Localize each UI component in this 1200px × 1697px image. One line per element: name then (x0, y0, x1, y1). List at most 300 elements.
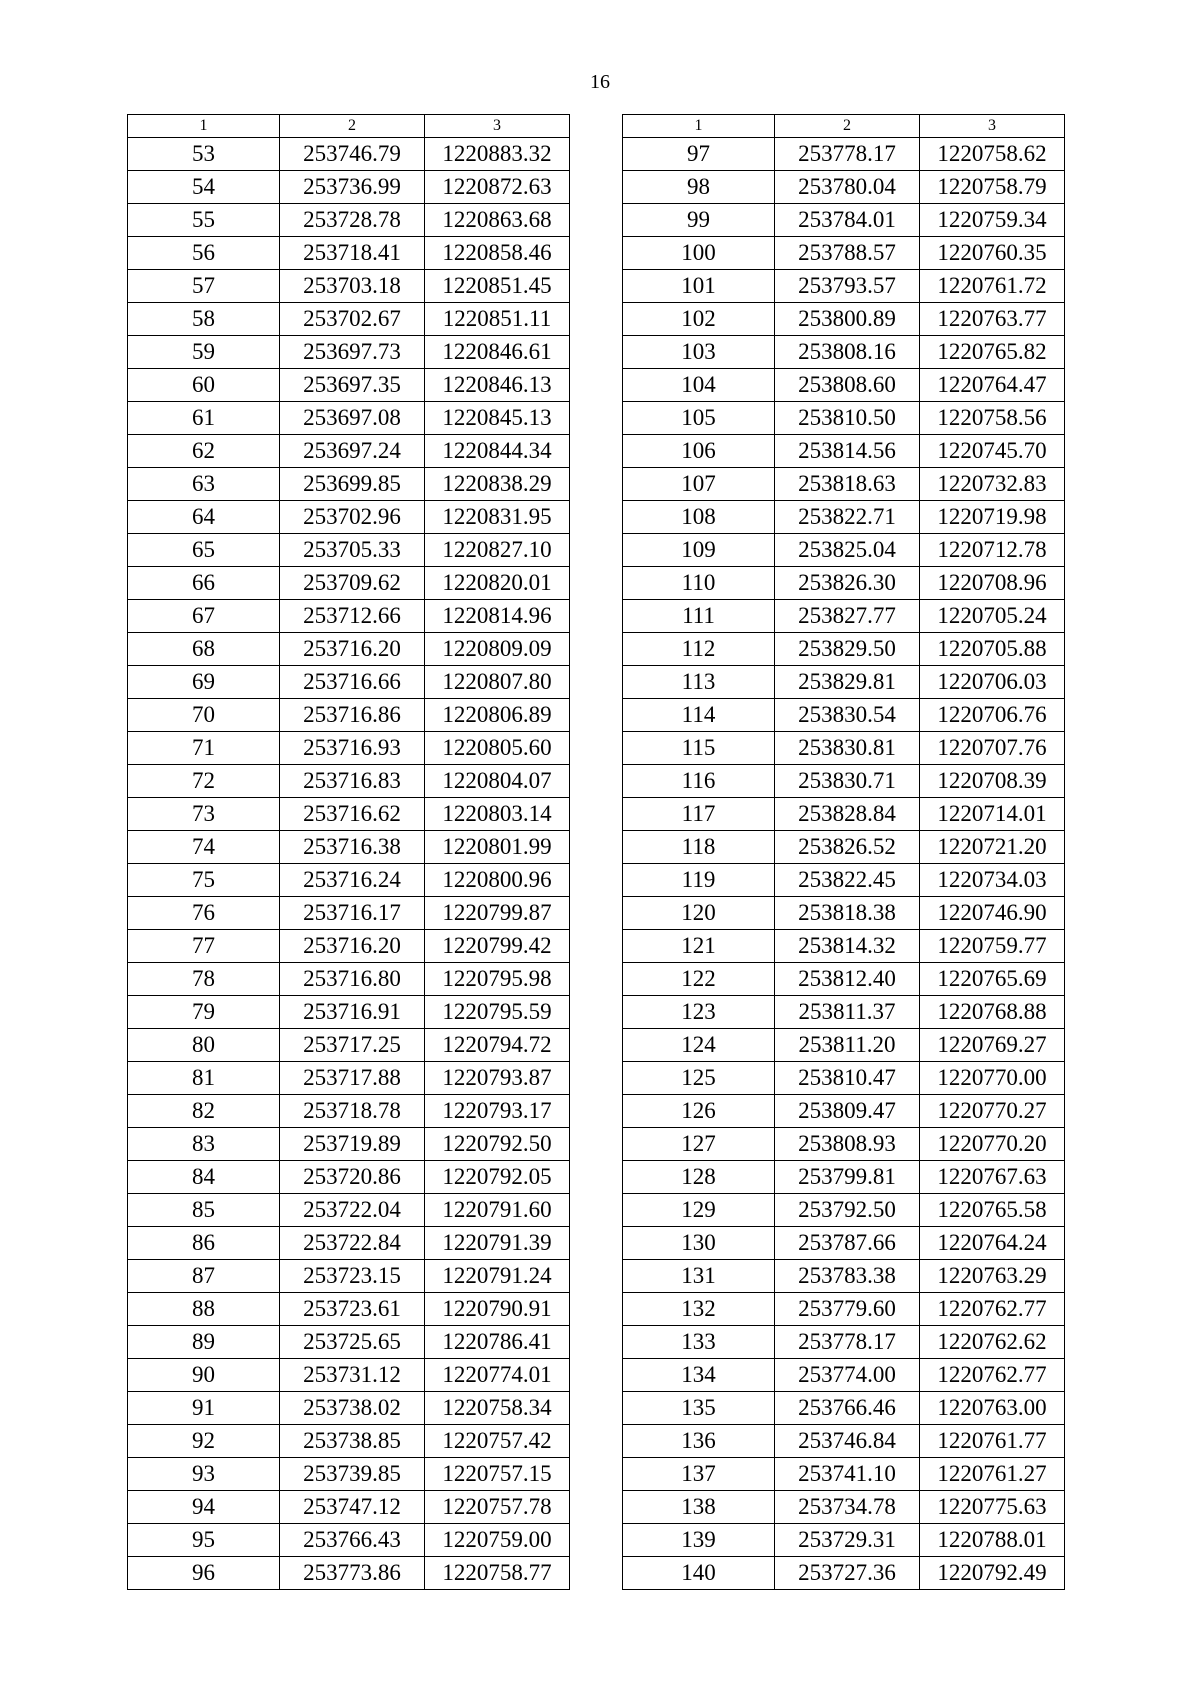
cell-point-number: 63 (128, 468, 280, 501)
cell-y-coordinate: 1220757.78 (425, 1491, 570, 1524)
cell-point-number: 98 (623, 171, 775, 204)
table-row (623, 369, 1065, 402)
cell-x-coordinate: 253716.93 (280, 732, 425, 765)
cell-x-coordinate: 253702.67 (280, 303, 425, 336)
cell-y-coordinate: 1220758.34 (425, 1392, 570, 1425)
cell-x-coordinate: 253830.81 (775, 732, 920, 765)
table-row (128, 963, 570, 996)
cell-point-number: 84 (128, 1161, 280, 1194)
cell-point-number: 74 (128, 831, 280, 864)
table-row (128, 1128, 570, 1161)
cell-y-coordinate: 1220770.20 (920, 1128, 1065, 1161)
cell-point-number: 116 (623, 765, 775, 798)
cell-x-coordinate: 253723.15 (280, 1260, 425, 1293)
cell-point-number: 102 (623, 303, 775, 336)
cell-x-coordinate: 253705.33 (280, 534, 425, 567)
table-row (623, 468, 1065, 501)
table-row (128, 765, 570, 798)
cell-point-number: 131 (623, 1260, 775, 1293)
cell-x-coordinate: 253809.47 (775, 1095, 920, 1128)
cell-point-number: 115 (623, 732, 775, 765)
cell-x-coordinate: 253766.43 (280, 1524, 425, 1557)
cell-point-number: 91 (128, 1392, 280, 1425)
table-row (128, 996, 570, 1029)
table-row (128, 1029, 570, 1062)
table-row (128, 1194, 570, 1227)
cell-point-number: 99 (623, 204, 775, 237)
cell-y-coordinate: 1220851.11 (425, 303, 570, 336)
cell-point-number: 132 (623, 1293, 775, 1326)
cell-x-coordinate: 253716.83 (280, 765, 425, 798)
cell-y-coordinate: 1220767.63 (920, 1161, 1065, 1194)
cell-x-coordinate: 253784.01 (775, 204, 920, 237)
cell-y-coordinate: 1220757.42 (425, 1425, 570, 1458)
table-row (623, 237, 1065, 270)
cell-y-coordinate: 1220795.98 (425, 963, 570, 996)
table-row (128, 864, 570, 897)
table-header-row (128, 115, 570, 138)
table-row (623, 303, 1065, 336)
table-row (128, 303, 570, 336)
table-row (623, 567, 1065, 600)
cell-x-coordinate: 253725.65 (280, 1326, 425, 1359)
cell-x-coordinate: 253830.54 (775, 699, 920, 732)
cell-x-coordinate: 253826.30 (775, 567, 920, 600)
cell-y-coordinate: 1220795.59 (425, 996, 570, 1029)
cell-point-number: 128 (623, 1161, 775, 1194)
table-row (623, 633, 1065, 666)
cell-y-coordinate: 1220759.00 (425, 1524, 570, 1557)
cell-y-coordinate: 1220790.91 (425, 1293, 570, 1326)
table-row (128, 402, 570, 435)
cell-point-number: 123 (623, 996, 775, 1029)
cell-x-coordinate: 253827.77 (775, 600, 920, 633)
table-row (623, 1161, 1065, 1194)
cell-y-coordinate: 1220799.87 (425, 897, 570, 930)
cell-y-coordinate: 1220732.83 (920, 468, 1065, 501)
cell-point-number: 107 (623, 468, 775, 501)
cell-x-coordinate: 253811.37 (775, 996, 920, 1029)
table-row (128, 369, 570, 402)
cell-x-coordinate: 253702.96 (280, 501, 425, 534)
coordinates-table-left (127, 114, 570, 1590)
table-row (623, 831, 1065, 864)
cell-point-number: 117 (623, 798, 775, 831)
table-header-row (623, 115, 1065, 138)
cell-x-coordinate: 253788.57 (775, 237, 920, 270)
cell-x-coordinate: 253814.56 (775, 435, 920, 468)
cell-y-coordinate: 1220806.89 (425, 699, 570, 732)
table-row (623, 1392, 1065, 1425)
cell-point-number: 134 (623, 1359, 775, 1392)
cell-point-number: 70 (128, 699, 280, 732)
cell-x-coordinate: 253818.63 (775, 468, 920, 501)
cell-y-coordinate: 1220770.27 (920, 1095, 1065, 1128)
cell-point-number: 68 (128, 633, 280, 666)
cell-point-number: 83 (128, 1128, 280, 1161)
cell-x-coordinate: 253712.66 (280, 600, 425, 633)
cell-point-number: 67 (128, 600, 280, 633)
cell-point-number: 65 (128, 534, 280, 567)
cell-y-coordinate: 1220814.96 (425, 600, 570, 633)
cell-x-coordinate: 253716.86 (280, 699, 425, 732)
page-number: 16 (590, 71, 610, 93)
cell-y-coordinate: 1220804.07 (425, 765, 570, 798)
cell-x-coordinate: 253723.61 (280, 1293, 425, 1326)
cell-point-number: 119 (623, 864, 775, 897)
cell-y-coordinate: 1220820.01 (425, 567, 570, 600)
cell-x-coordinate: 253792.50 (775, 1194, 920, 1227)
table-row (128, 732, 570, 765)
cell-y-coordinate: 1220846.13 (425, 369, 570, 402)
cell-y-coordinate: 1220803.14 (425, 798, 570, 831)
cell-y-coordinate: 1220765.69 (920, 963, 1065, 996)
cell-y-coordinate: 1220793.17 (425, 1095, 570, 1128)
cell-point-number: 106 (623, 435, 775, 468)
cell-point-number: 53 (128, 138, 280, 171)
cell-point-number: 103 (623, 336, 775, 369)
table-row (128, 171, 570, 204)
cell-y-coordinate: 1220721.20 (920, 831, 1065, 864)
cell-y-coordinate: 1220759.77 (920, 930, 1065, 963)
cell-point-number: 97 (623, 138, 775, 171)
cell-y-coordinate: 1220734.03 (920, 864, 1065, 897)
cell-point-number: 122 (623, 963, 775, 996)
cell-point-number: 130 (623, 1227, 775, 1260)
cell-point-number: 80 (128, 1029, 280, 1062)
cell-y-coordinate: 1220807.80 (425, 666, 570, 699)
table-row (623, 1062, 1065, 1095)
cell-x-coordinate: 253810.50 (775, 402, 920, 435)
cell-x-coordinate: 253738.02 (280, 1392, 425, 1425)
cell-x-coordinate: 253826.52 (775, 831, 920, 864)
cell-x-coordinate: 253716.24 (280, 864, 425, 897)
cell-point-number: 125 (623, 1062, 775, 1095)
table-row (128, 1392, 570, 1425)
cell-x-coordinate: 253697.24 (280, 435, 425, 468)
cell-y-coordinate: 1220762.62 (920, 1326, 1065, 1359)
cell-point-number: 66 (128, 567, 280, 600)
table-row (623, 765, 1065, 798)
cell-y-coordinate: 1220786.41 (425, 1326, 570, 1359)
table-row (623, 1227, 1065, 1260)
cell-x-coordinate: 253774.00 (775, 1359, 920, 1392)
table-row (623, 1557, 1065, 1590)
cell-y-coordinate: 1220788.01 (920, 1524, 1065, 1557)
table-row (128, 1260, 570, 1293)
cell-y-coordinate: 1220714.01 (920, 798, 1065, 831)
table-row (623, 336, 1065, 369)
cell-x-coordinate: 253783.38 (775, 1260, 920, 1293)
table-row (623, 600, 1065, 633)
cell-x-coordinate: 253814.32 (775, 930, 920, 963)
cell-y-coordinate: 1220763.77 (920, 303, 1065, 336)
cell-x-coordinate: 253697.08 (280, 402, 425, 435)
cell-y-coordinate: 1220846.61 (425, 336, 570, 369)
cell-point-number: 73 (128, 798, 280, 831)
cell-x-coordinate: 253829.50 (775, 633, 920, 666)
cell-x-coordinate: 253709.62 (280, 567, 425, 600)
cell-point-number: 109 (623, 534, 775, 567)
cell-y-coordinate: 1220764.47 (920, 369, 1065, 402)
cell-y-coordinate: 1220708.96 (920, 567, 1065, 600)
cell-x-coordinate: 253716.20 (280, 930, 425, 963)
cell-y-coordinate: 1220775.63 (920, 1491, 1065, 1524)
cell-x-coordinate: 253716.20 (280, 633, 425, 666)
cell-y-coordinate: 1220764.24 (920, 1227, 1065, 1260)
table-row (623, 138, 1065, 171)
cell-y-coordinate: 1220745.70 (920, 435, 1065, 468)
table-row (128, 1557, 570, 1590)
table-row (128, 1062, 570, 1095)
cell-y-coordinate: 1220794.72 (425, 1029, 570, 1062)
cell-x-coordinate: 253731.12 (280, 1359, 425, 1392)
cell-y-coordinate: 1220792.50 (425, 1128, 570, 1161)
cell-y-coordinate: 1220708.39 (920, 765, 1065, 798)
cell-point-number: 56 (128, 237, 280, 270)
cell-point-number: 139 (623, 1524, 775, 1557)
table-row (128, 1458, 570, 1491)
cell-y-coordinate: 1220761.27 (920, 1458, 1065, 1491)
cell-x-coordinate: 253778.17 (775, 1326, 920, 1359)
cell-y-coordinate: 1220800.96 (425, 864, 570, 897)
cell-x-coordinate: 253822.45 (775, 864, 920, 897)
cell-x-coordinate: 253734.78 (775, 1491, 920, 1524)
cell-point-number: 118 (623, 831, 775, 864)
cell-x-coordinate: 253808.16 (775, 336, 920, 369)
cell-point-number: 133 (623, 1326, 775, 1359)
cell-point-number: 127 (623, 1128, 775, 1161)
table-row (128, 897, 570, 930)
table-row (623, 402, 1065, 435)
table-row (623, 864, 1065, 897)
cell-y-coordinate: 1220763.29 (920, 1260, 1065, 1293)
table-row (623, 996, 1065, 1029)
cell-y-coordinate: 1220761.77 (920, 1425, 1065, 1458)
cell-x-coordinate: 253717.25 (280, 1029, 425, 1062)
cell-x-coordinate: 253746.79 (280, 138, 425, 171)
cell-x-coordinate: 253716.62 (280, 798, 425, 831)
column-header-point-number: 1 (128, 115, 280, 138)
cell-point-number: 108 (623, 501, 775, 534)
cell-x-coordinate: 253738.85 (280, 1425, 425, 1458)
cell-y-coordinate: 1220759.34 (920, 204, 1065, 237)
cell-point-number: 82 (128, 1095, 280, 1128)
cell-y-coordinate: 1220719.98 (920, 501, 1065, 534)
cell-x-coordinate: 253703.18 (280, 270, 425, 303)
table-row (623, 1491, 1065, 1524)
column-header-x: 2 (775, 115, 920, 138)
cell-x-coordinate: 253812.40 (775, 963, 920, 996)
cell-y-coordinate: 1220805.60 (425, 732, 570, 765)
cell-point-number: 95 (128, 1524, 280, 1557)
cell-x-coordinate: 253699.85 (280, 468, 425, 501)
cell-point-number: 59 (128, 336, 280, 369)
cell-x-coordinate: 253779.60 (775, 1293, 920, 1326)
cell-y-coordinate: 1220827.10 (425, 534, 570, 567)
column-header-y: 3 (920, 115, 1065, 138)
cell-point-number: 81 (128, 1062, 280, 1095)
cell-point-number: 90 (128, 1359, 280, 1392)
table-row (128, 501, 570, 534)
table-row (128, 468, 570, 501)
cell-x-coordinate: 253822.71 (775, 501, 920, 534)
table-row (623, 1359, 1065, 1392)
table-row (623, 501, 1065, 534)
table-row (623, 1194, 1065, 1227)
cell-point-number: 92 (128, 1425, 280, 1458)
cell-x-coordinate: 253766.46 (775, 1392, 920, 1425)
table-row (128, 1095, 570, 1128)
table-row (128, 699, 570, 732)
table-row (623, 666, 1065, 699)
table-row (128, 1359, 570, 1392)
cell-x-coordinate: 253829.81 (775, 666, 920, 699)
cell-y-coordinate: 1220831.95 (425, 501, 570, 534)
cell-x-coordinate: 253716.80 (280, 963, 425, 996)
cell-y-coordinate: 1220706.76 (920, 699, 1065, 732)
cell-point-number: 60 (128, 369, 280, 402)
cell-point-number: 78 (128, 963, 280, 996)
cell-x-coordinate: 253793.57 (775, 270, 920, 303)
cell-y-coordinate: 1220858.46 (425, 237, 570, 270)
column-header-y: 3 (425, 115, 570, 138)
table-row (623, 534, 1065, 567)
table-row (623, 897, 1065, 930)
cell-point-number: 72 (128, 765, 280, 798)
cell-y-coordinate: 1220791.60 (425, 1194, 570, 1227)
cell-y-coordinate: 1220769.27 (920, 1029, 1065, 1062)
cell-x-coordinate: 253716.91 (280, 996, 425, 1029)
cell-x-coordinate: 253729.31 (775, 1524, 920, 1557)
table-row (623, 1326, 1065, 1359)
table-row (623, 732, 1065, 765)
cell-point-number: 105 (623, 402, 775, 435)
cell-point-number: 112 (623, 633, 775, 666)
cell-y-coordinate: 1220844.34 (425, 435, 570, 468)
cell-point-number: 61 (128, 402, 280, 435)
cell-y-coordinate: 1220838.29 (425, 468, 570, 501)
cell-point-number: 96 (128, 1557, 280, 1590)
cell-x-coordinate: 253746.84 (775, 1425, 920, 1458)
cell-x-coordinate: 253728.78 (280, 204, 425, 237)
table-row (623, 1293, 1065, 1326)
cell-point-number: 89 (128, 1326, 280, 1359)
table-row (128, 204, 570, 237)
table-row (623, 1029, 1065, 1062)
cell-x-coordinate: 253825.04 (775, 534, 920, 567)
cell-y-coordinate: 1220809.09 (425, 633, 570, 666)
cell-point-number: 136 (623, 1425, 775, 1458)
cell-y-coordinate: 1220851.45 (425, 270, 570, 303)
table-row (623, 435, 1065, 468)
cell-point-number: 88 (128, 1293, 280, 1326)
table-row (128, 1161, 570, 1194)
cell-x-coordinate: 253811.20 (775, 1029, 920, 1062)
table-row (128, 1491, 570, 1524)
cell-point-number: 79 (128, 996, 280, 1029)
coordinates-table-right (622, 114, 1065, 1590)
table-row (128, 1293, 570, 1326)
cell-x-coordinate: 253818.38 (775, 897, 920, 930)
cell-y-coordinate: 1220757.15 (425, 1458, 570, 1491)
cell-y-coordinate: 1220801.99 (425, 831, 570, 864)
cell-point-number: 121 (623, 930, 775, 963)
column-header-point-number: 1 (623, 115, 775, 138)
table-row (623, 798, 1065, 831)
cell-y-coordinate: 1220765.58 (920, 1194, 1065, 1227)
cell-x-coordinate: 253780.04 (775, 171, 920, 204)
cell-y-coordinate: 1220791.24 (425, 1260, 570, 1293)
table-row (128, 930, 570, 963)
cell-y-coordinate: 1220799.42 (425, 930, 570, 963)
cell-y-coordinate: 1220792.49 (920, 1557, 1065, 1590)
cell-y-coordinate: 1220793.87 (425, 1062, 570, 1095)
cell-x-coordinate: 253697.35 (280, 369, 425, 402)
table-row (128, 831, 570, 864)
cell-x-coordinate: 253697.73 (280, 336, 425, 369)
cell-y-coordinate: 1220758.77 (425, 1557, 570, 1590)
cell-point-number: 129 (623, 1194, 775, 1227)
cell-point-number: 93 (128, 1458, 280, 1491)
cell-y-coordinate: 1220705.88 (920, 633, 1065, 666)
cell-x-coordinate: 253717.88 (280, 1062, 425, 1095)
cell-point-number: 137 (623, 1458, 775, 1491)
cell-point-number: 55 (128, 204, 280, 237)
table-row (128, 600, 570, 633)
cell-x-coordinate: 253808.60 (775, 369, 920, 402)
table-row (128, 1524, 570, 1557)
cell-x-coordinate: 253727.36 (775, 1557, 920, 1590)
cell-point-number: 94 (128, 1491, 280, 1524)
table-row (128, 798, 570, 831)
table-row (128, 237, 570, 270)
table-row (128, 435, 570, 468)
cell-x-coordinate: 253716.17 (280, 897, 425, 930)
table-row (623, 1458, 1065, 1491)
table-row (128, 534, 570, 567)
cell-point-number: 77 (128, 930, 280, 963)
cell-y-coordinate: 1220762.77 (920, 1359, 1065, 1392)
table-row (623, 963, 1065, 996)
table-row (623, 1524, 1065, 1557)
cell-point-number: 76 (128, 897, 280, 930)
cell-point-number: 114 (623, 699, 775, 732)
cell-point-number: 124 (623, 1029, 775, 1062)
cell-x-coordinate: 253716.38 (280, 831, 425, 864)
cell-point-number: 64 (128, 501, 280, 534)
cell-y-coordinate: 1220763.00 (920, 1392, 1065, 1425)
table-row (623, 699, 1065, 732)
cell-y-coordinate: 1220765.82 (920, 336, 1065, 369)
cell-point-number: 104 (623, 369, 775, 402)
cell-x-coordinate: 253720.86 (280, 1161, 425, 1194)
cell-x-coordinate: 253716.66 (280, 666, 425, 699)
cell-x-coordinate: 253830.71 (775, 765, 920, 798)
cell-y-coordinate: 1220705.24 (920, 600, 1065, 633)
cell-y-coordinate: 1220712.78 (920, 534, 1065, 567)
cell-x-coordinate: 253739.85 (280, 1458, 425, 1491)
cell-y-coordinate: 1220883.32 (425, 138, 570, 171)
cell-point-number: 86 (128, 1227, 280, 1260)
cell-x-coordinate: 253718.41 (280, 237, 425, 270)
cell-x-coordinate: 253719.89 (280, 1128, 425, 1161)
cell-y-coordinate: 1220792.05 (425, 1161, 570, 1194)
cell-x-coordinate: 253747.12 (280, 1491, 425, 1524)
cell-point-number: 110 (623, 567, 775, 600)
cell-point-number: 54 (128, 171, 280, 204)
cell-y-coordinate: 1220761.72 (920, 270, 1065, 303)
